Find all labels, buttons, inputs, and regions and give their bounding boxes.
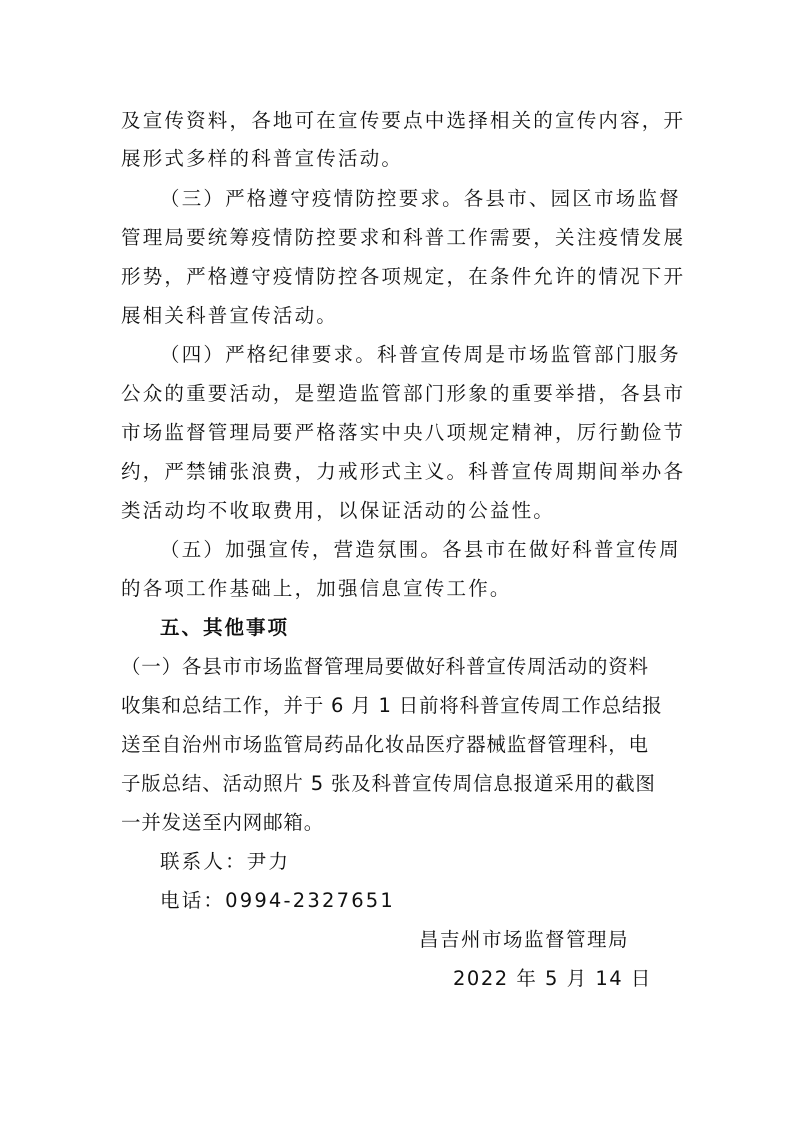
signature-date: 2022 年 5 月 14 日	[453, 967, 652, 990]
body-line: 展相关科普宣传活动。	[121, 304, 339, 327]
contact-phone: 电话：0994-2327651	[160, 889, 396, 912]
body-line: 的各项工作基础上，加强信息宣传工作。	[121, 577, 512, 600]
body-line: 类活动均不收取费用，以保证活动的公益性。	[121, 499, 556, 522]
other-item-paragraph: （一）各县市市场监督管理局要做好科普宣传周活动的资料	[121, 655, 649, 678]
body-line: 子版总结、活动照片 5 张及科普宣传周信息报道采用的截图	[121, 772, 656, 795]
section-heading: 五、其他事项	[160, 616, 290, 639]
body-line: 形势，严格遵守疫情防控各项规定，在条件允许的情况下开	[121, 265, 686, 288]
body-line: 送至自治州市场监管局药品化妆品医疗器械监督管理科，电	[121, 733, 649, 756]
section-four-paragraph: （四）严格纪律要求。科普宣传周是市场监管部门服务	[160, 343, 681, 366]
body-line: 市场监督管理局要严格落实中央八项规定精神，厉行勤俭节	[121, 421, 686, 444]
signature-organization: 昌吉州市场监督管理局	[419, 928, 630, 951]
body-line: 及宣传资料，各地可在宣传要点中选择相关的宣传内容，开	[121, 109, 686, 132]
body-line: 公众的重要活动，是塑造监管部门形象的重要举措，各县市	[121, 382, 686, 405]
contact-person: 联系人：尹力	[160, 850, 291, 873]
body-line: 管理局要统筹疫情防控要求和科普工作需要，关注疫情发展	[121, 226, 686, 249]
section-five-paragraph: （五）加强宣传，营造氛围。各县市在做好科普宣传周	[160, 538, 681, 561]
body-line: 约，严禁铺张浪费，力戒形式主义。科普宣传周期间举办各	[121, 460, 686, 483]
section-three-paragraph: （三）严格遵守疫情防控要求。各县市、园区市场监督	[160, 187, 681, 210]
body-line: 展形式多样的科普宣传活动。	[121, 147, 404, 170]
body-line: 一并发送至内网邮箱。	[121, 811, 325, 834]
body-line: 收集和总结工作，并于 6 月 1 日前将科普宣传周工作总结报	[121, 694, 663, 717]
